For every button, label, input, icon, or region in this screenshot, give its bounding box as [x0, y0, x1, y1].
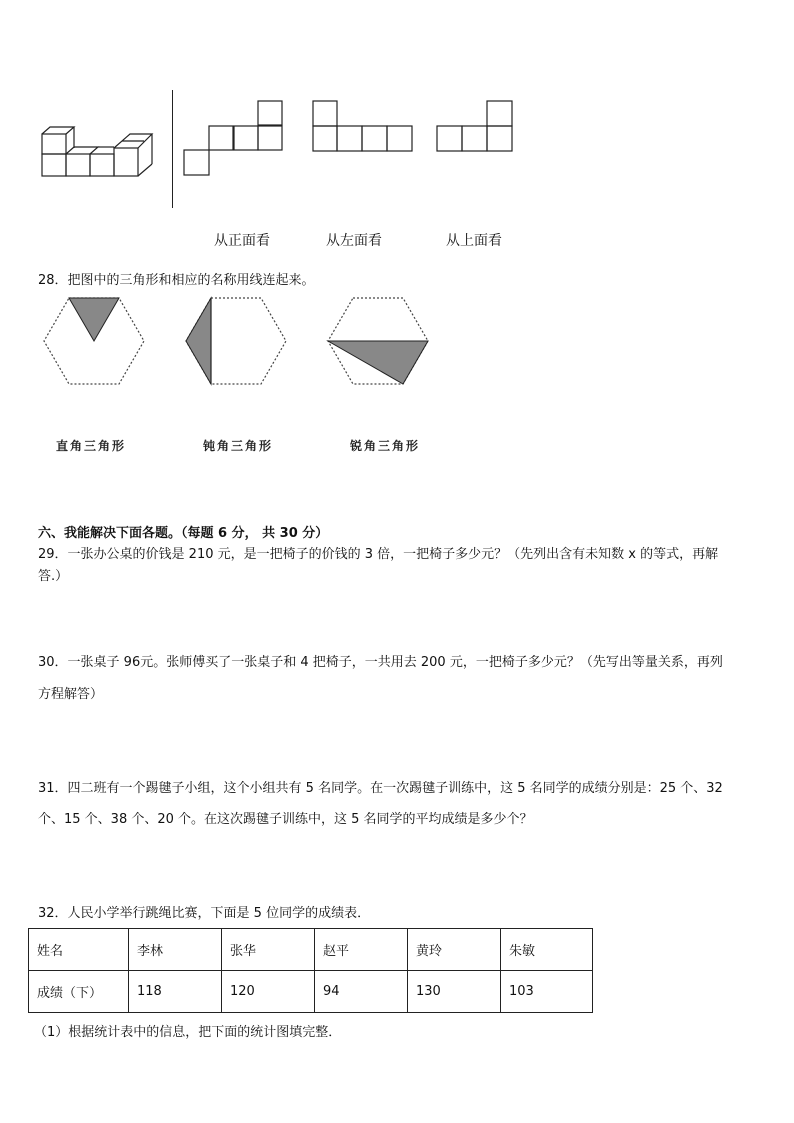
hexagon-triangle-3 [326, 297, 430, 387]
section-6-title: 六、我能解决下面各题。（每题 6 分， 共 30 分） [38, 526, 329, 541]
top-view-grid [436, 100, 513, 152]
question-30-line2: 方程解答） [38, 687, 104, 702]
hexagon-triangle-2 [184, 297, 288, 387]
table-cell: 120 [222, 971, 315, 1013]
figure-divider [172, 90, 173, 208]
front-view-grid [183, 100, 283, 176]
triangle-label-obtuse: 钝角三角形 [203, 439, 274, 453]
view-label-front: 从正面看 [214, 233, 270, 249]
left-view-grid [312, 100, 413, 152]
triangle-label-acute: 锐角三角形 [350, 439, 421, 453]
question-29-line2: 答.） [38, 569, 69, 584]
question-32-sub1: （1）根据统计表中的信息，把下面的统计图填完整． [34, 1025, 342, 1040]
table-row [29, 971, 593, 1013]
table-cell: 姓名 [29, 929, 129, 971]
view-label-top: 从上面看 [446, 233, 502, 249]
cube-solid-figure [40, 126, 155, 178]
table-cell: 成绩（下） [29, 971, 129, 1013]
view-label-left: 从左面看 [326, 233, 382, 249]
table-cell: 94 [315, 971, 408, 1013]
table-cell: 赵平 [315, 929, 408, 971]
question-30-line1: 30．一张桌子 96元。张师傅买了一张桌子和 4 把椅子，一共用去 200 元，一把椅子多少元？（先写出等量关系，再列 [38, 655, 723, 670]
question-29-line1: 29．一张办公桌的价钱是 210 元，是一把椅子的价钱的 3 倍，一把椅子多少元？（先列出含有未知数 x 的等式，再解 [38, 547, 719, 562]
table-cell: 朱敏 [501, 929, 593, 971]
table-row [29, 929, 593, 971]
table-cell: 李林 [129, 929, 222, 971]
hexagon-triangle-1 [42, 297, 146, 387]
table-cell: 张华 [222, 929, 315, 971]
table-cell: 103 [501, 971, 593, 1013]
question-32: 32．人民小学举行跳绳比赛，下面是 5 位同学的成绩表． [38, 906, 371, 921]
question-31-line2: 个、15 个、38 个、20 个。在这次踢毽子训练中，这 5 名同学的平均成绩是多少个？ [38, 812, 533, 827]
table-cell: 黄玲 [408, 929, 501, 971]
question-28: 28．把图中的三角形和相应的名称用线连起来。 [38, 273, 315, 288]
question-31-line1: 31．四二班有一个踢毽子小组，这个小组共有 5 名同学。在一次踢毽子训练中，这 5 名同学的成绩分别是：25 个、32 [38, 781, 723, 796]
table-cell: 118 [129, 971, 222, 1013]
score-table [28, 928, 593, 1013]
table-cell: 130 [408, 971, 501, 1013]
triangle-label-right: 直角三角形 [56, 439, 127, 453]
